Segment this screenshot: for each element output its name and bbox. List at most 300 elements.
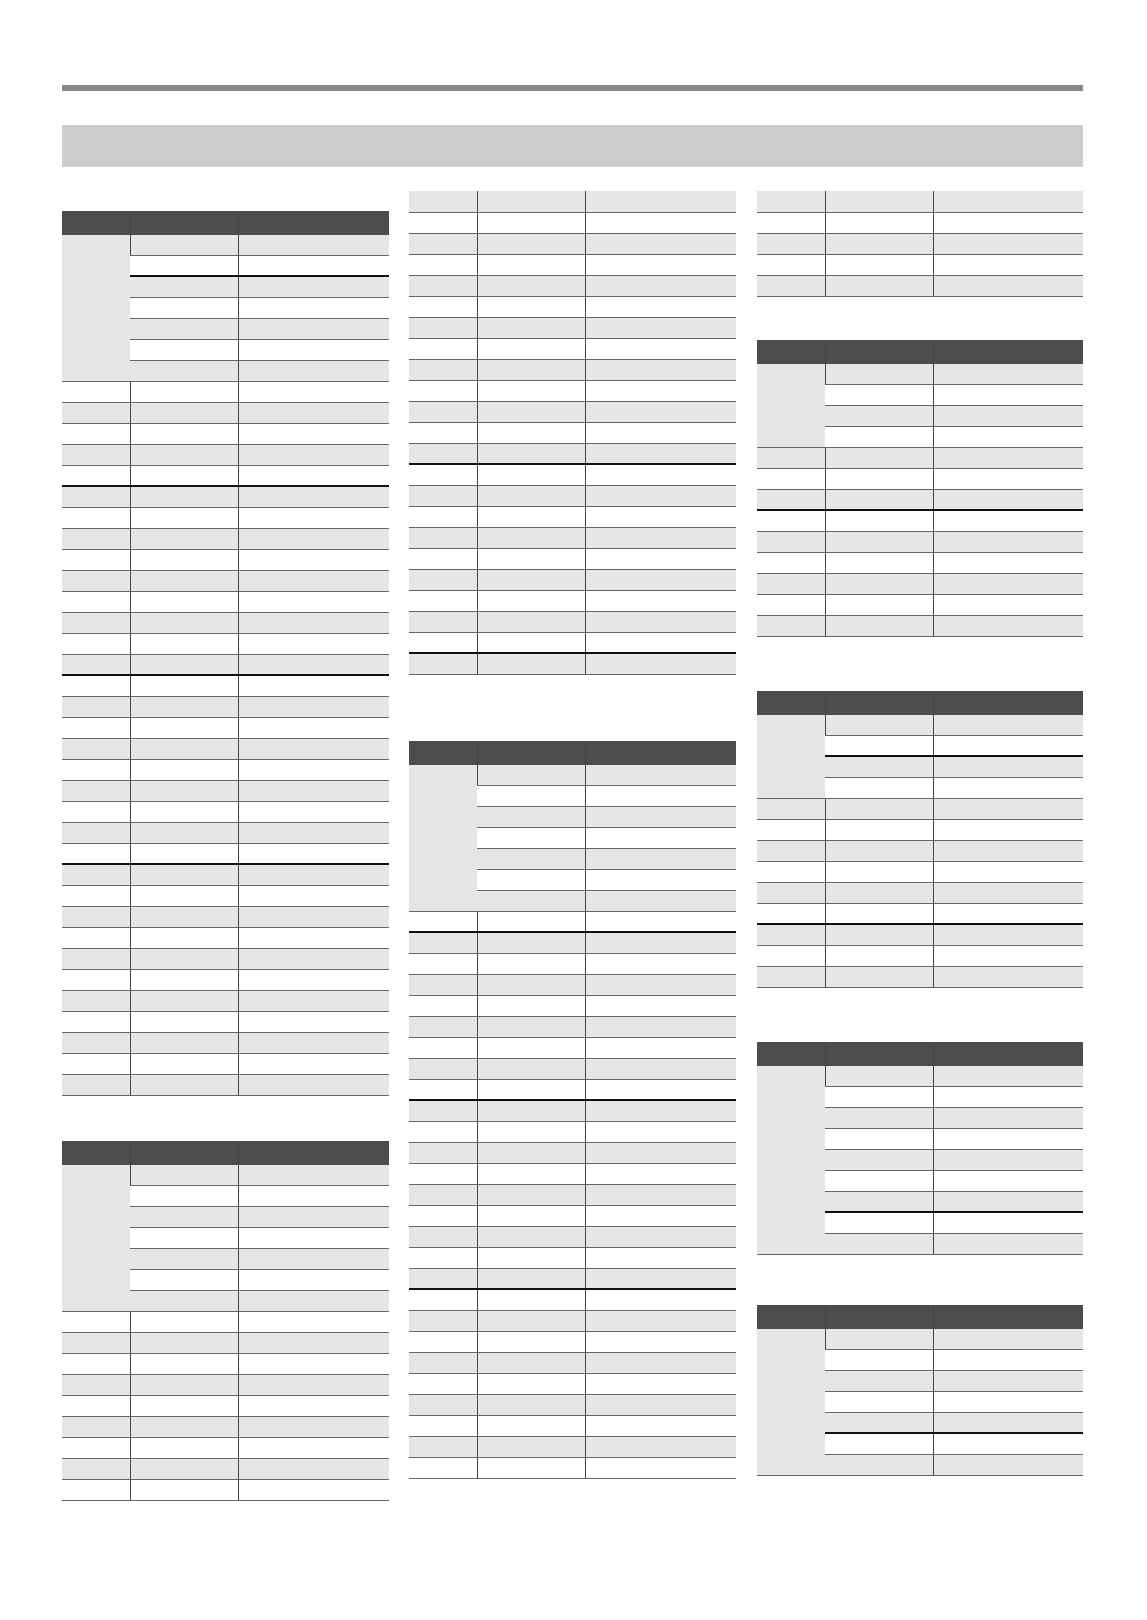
table-cell xyxy=(238,1437,389,1458)
table-cell xyxy=(477,1373,585,1394)
table-cell xyxy=(825,275,933,296)
table-cell xyxy=(62,1479,130,1500)
table-cell xyxy=(825,254,933,275)
table-cell xyxy=(62,1353,130,1374)
table-cell xyxy=(238,969,389,990)
table-cell xyxy=(825,531,933,552)
table-cell xyxy=(477,191,585,212)
table-cell xyxy=(585,1457,736,1478)
table-cell xyxy=(62,507,130,528)
table-cell xyxy=(238,339,389,360)
table-cell xyxy=(238,612,389,633)
table-cell xyxy=(477,590,585,611)
table-cell xyxy=(62,885,130,906)
table-cell xyxy=(825,615,933,636)
table-row xyxy=(757,861,1083,882)
table-row xyxy=(409,233,736,254)
table-row xyxy=(409,401,736,422)
table-cell xyxy=(933,798,1083,819)
table-cell xyxy=(477,527,585,548)
table-cell xyxy=(585,848,736,869)
table-row xyxy=(757,212,1083,233)
table-cell xyxy=(585,911,736,932)
table-cell xyxy=(825,735,933,756)
table-cell xyxy=(933,233,1083,254)
table-row xyxy=(409,1205,736,1226)
table-cell xyxy=(825,1370,933,1391)
table-cell xyxy=(409,338,477,359)
group-cell xyxy=(757,1065,825,1254)
table-cell xyxy=(130,1458,238,1479)
table-row xyxy=(62,843,389,864)
table-cell xyxy=(409,1037,477,1058)
table-cell xyxy=(933,903,1083,924)
table-cell xyxy=(825,1454,933,1475)
table-cell xyxy=(585,1037,736,1058)
table-cell xyxy=(477,974,585,995)
table-row xyxy=(62,696,389,717)
table-cell xyxy=(585,485,736,506)
table-cell xyxy=(130,696,238,717)
table-cell xyxy=(585,569,736,590)
header-cell xyxy=(825,1305,933,1328)
table-cell xyxy=(409,1079,477,1100)
table-cell xyxy=(130,717,238,738)
table-row xyxy=(62,738,389,759)
table-cell xyxy=(62,1332,130,1353)
table-cell xyxy=(825,1107,933,1128)
table-cell xyxy=(62,948,130,969)
table-cell xyxy=(62,927,130,948)
table-row xyxy=(757,966,1083,987)
table-cell xyxy=(130,654,238,675)
header-cell xyxy=(933,340,1083,363)
table-row xyxy=(409,764,736,785)
table-cell xyxy=(585,653,736,674)
table-row xyxy=(409,1037,736,1058)
table-cell xyxy=(825,233,933,254)
table-cell xyxy=(757,594,825,615)
table-cell xyxy=(585,1247,736,1268)
table-cell xyxy=(825,405,933,426)
table-row xyxy=(409,1079,736,1100)
table-cell xyxy=(933,1170,1083,1191)
table-cell xyxy=(409,1058,477,1079)
table-cell xyxy=(933,426,1083,447)
table-cell xyxy=(933,510,1083,531)
table-cell xyxy=(238,1374,389,1395)
left-table-1 xyxy=(62,211,389,1096)
table-cell xyxy=(933,1191,1083,1212)
table-cell xyxy=(409,1415,477,1436)
table-row xyxy=(757,489,1083,510)
table-row xyxy=(409,338,736,359)
table-cell xyxy=(933,735,1083,756)
table-row xyxy=(62,927,389,948)
table-cell xyxy=(130,318,238,339)
table-cell xyxy=(933,966,1083,987)
table-cell xyxy=(238,1032,389,1053)
table-cell xyxy=(757,819,825,840)
table-row xyxy=(409,932,736,953)
table-header-row xyxy=(757,1305,1083,1328)
table-cell xyxy=(238,1290,389,1311)
table-cell xyxy=(585,785,736,806)
table-cell xyxy=(409,359,477,380)
table-cell xyxy=(825,510,933,531)
table-cell xyxy=(238,1395,389,1416)
table-cell xyxy=(933,1128,1083,1149)
table-row xyxy=(62,591,389,612)
table-cell xyxy=(130,255,238,276)
table-cell xyxy=(62,423,130,444)
table-cell xyxy=(238,990,389,1011)
table-cell xyxy=(825,1391,933,1412)
table-row xyxy=(62,1395,389,1416)
table-row xyxy=(409,632,736,653)
table-row xyxy=(62,528,389,549)
table-cell xyxy=(62,1395,130,1416)
table-cell xyxy=(933,1065,1083,1086)
table-cell xyxy=(238,801,389,822)
table-cell xyxy=(409,1226,477,1247)
table-cell xyxy=(409,548,477,569)
table-cell xyxy=(62,444,130,465)
table-cell xyxy=(757,489,825,510)
table-cell xyxy=(409,611,477,632)
table-cell xyxy=(825,212,933,233)
table-cell xyxy=(933,191,1083,212)
table-cell xyxy=(238,570,389,591)
table-row xyxy=(62,570,389,591)
table-cell xyxy=(238,234,389,255)
table-cell xyxy=(585,890,736,911)
table-cell xyxy=(477,233,585,254)
header-cell xyxy=(477,741,585,764)
table-cell xyxy=(933,1454,1083,1475)
table-cell xyxy=(477,1079,585,1100)
table-cell xyxy=(585,827,736,848)
table-cell xyxy=(238,507,389,528)
table-row xyxy=(409,1415,736,1436)
table-header-row xyxy=(757,1042,1083,1065)
table-cell xyxy=(933,714,1083,735)
table-cell xyxy=(933,468,1083,489)
table-cell xyxy=(933,594,1083,615)
table-cell xyxy=(933,861,1083,882)
table-cell xyxy=(477,1058,585,1079)
table-row xyxy=(409,1016,736,1037)
table-cell xyxy=(238,381,389,402)
table-cell xyxy=(238,759,389,780)
table-row xyxy=(757,468,1083,489)
table-row xyxy=(409,506,736,527)
table-cell xyxy=(130,1311,238,1332)
table-cell xyxy=(825,594,933,615)
table-cell xyxy=(825,945,933,966)
table-row xyxy=(62,465,389,486)
table-row xyxy=(62,822,389,843)
table-cell xyxy=(238,948,389,969)
header-cell xyxy=(585,741,736,764)
table-cell xyxy=(409,590,477,611)
table-row xyxy=(757,840,1083,861)
table-header-row xyxy=(757,340,1083,363)
table-cell xyxy=(409,1310,477,1331)
table-cell xyxy=(477,1163,585,1184)
table-cell xyxy=(130,570,238,591)
table-cell xyxy=(238,465,389,486)
table-cell xyxy=(585,527,736,548)
table-cell xyxy=(933,819,1083,840)
table-cell xyxy=(238,780,389,801)
table-cell xyxy=(825,1433,933,1454)
table-cell xyxy=(585,1289,736,1310)
table-row xyxy=(409,485,736,506)
table-row xyxy=(409,1394,736,1415)
table-cell xyxy=(409,401,477,422)
table-row xyxy=(62,1353,389,1374)
table-cell xyxy=(409,569,477,590)
table-cell xyxy=(757,468,825,489)
table-cell xyxy=(477,1289,585,1310)
table-row xyxy=(757,798,1083,819)
table-cell xyxy=(62,759,130,780)
right-table-2 xyxy=(757,340,1083,637)
table-cell xyxy=(238,822,389,843)
table-row xyxy=(409,275,736,296)
table-cell xyxy=(409,974,477,995)
table-row xyxy=(62,948,389,969)
table-row xyxy=(62,1458,389,1479)
table-cell xyxy=(130,1227,238,1248)
table-cell xyxy=(757,882,825,903)
table-cell xyxy=(62,528,130,549)
table-cell xyxy=(130,591,238,612)
table-row xyxy=(62,1311,389,1332)
table-row xyxy=(62,549,389,570)
table-cell xyxy=(130,339,238,360)
table-cell xyxy=(585,995,736,1016)
table-cell xyxy=(585,611,736,632)
group-cell xyxy=(62,234,130,381)
table-cell xyxy=(825,924,933,945)
table-cell xyxy=(477,569,585,590)
table-cell xyxy=(585,443,736,464)
table-cell xyxy=(757,552,825,573)
table-cell xyxy=(62,738,130,759)
table-cell xyxy=(130,1353,238,1374)
table-cell xyxy=(130,1185,238,1206)
table-cell xyxy=(933,615,1083,636)
table-cell xyxy=(62,822,130,843)
table-cell xyxy=(585,1016,736,1037)
table-cell xyxy=(477,653,585,674)
table-cell xyxy=(62,1011,130,1032)
table-cell xyxy=(130,528,238,549)
table-cell xyxy=(477,1226,585,1247)
table-cell xyxy=(585,464,736,485)
header-cell xyxy=(62,211,130,234)
table-row xyxy=(409,443,736,464)
table-cell xyxy=(130,906,238,927)
table-cell xyxy=(409,464,477,485)
table-cell xyxy=(409,1121,477,1142)
table-cell xyxy=(130,633,238,654)
table-row xyxy=(409,1436,736,1457)
table-cell xyxy=(477,1100,585,1121)
table-cell xyxy=(757,573,825,594)
table-cell xyxy=(585,1058,736,1079)
table-cell xyxy=(130,927,238,948)
table-cell xyxy=(238,675,389,696)
table-cell xyxy=(477,611,585,632)
table-row xyxy=(757,882,1083,903)
table-cell xyxy=(933,840,1083,861)
table-cell xyxy=(933,945,1083,966)
table-cell xyxy=(62,717,130,738)
table-cell xyxy=(477,1331,585,1352)
table-cell xyxy=(933,1328,1083,1349)
table-cell xyxy=(585,1079,736,1100)
table-cell xyxy=(62,675,130,696)
table-cell xyxy=(477,848,585,869)
table-cell xyxy=(477,1436,585,1457)
table-cell xyxy=(585,380,736,401)
header-cell xyxy=(825,340,933,363)
table-cell xyxy=(825,777,933,798)
table-cell xyxy=(409,953,477,974)
table-cell xyxy=(585,1373,736,1394)
table-cell xyxy=(933,254,1083,275)
header-cell xyxy=(757,340,825,363)
table-cell xyxy=(238,1227,389,1248)
table-cell xyxy=(62,843,130,864)
table-row xyxy=(62,906,389,927)
table-cell xyxy=(130,780,238,801)
table-cell xyxy=(409,506,477,527)
table-cell xyxy=(585,974,736,995)
table-cell xyxy=(933,1107,1083,1128)
table-row xyxy=(62,423,389,444)
table-cell xyxy=(933,552,1083,573)
table-row xyxy=(409,995,736,1016)
table-cell xyxy=(477,1016,585,1037)
table-cell xyxy=(409,1436,477,1457)
table-cell xyxy=(409,254,477,275)
table-row xyxy=(409,953,736,974)
table-cell xyxy=(757,966,825,987)
table-cell xyxy=(757,861,825,882)
table-cell xyxy=(825,714,933,735)
table-cell xyxy=(409,1373,477,1394)
table-cell xyxy=(477,1415,585,1436)
table-cell xyxy=(477,443,585,464)
table-cell xyxy=(130,801,238,822)
middle-table-1 xyxy=(409,191,736,675)
table-cell xyxy=(933,1212,1083,1233)
table-cell xyxy=(757,798,825,819)
table-cell xyxy=(62,612,130,633)
table-row xyxy=(62,402,389,423)
table-cell xyxy=(130,402,238,423)
table-cell xyxy=(757,510,825,531)
group-cell xyxy=(757,1328,825,1475)
table-cell xyxy=(757,531,825,552)
table-cell xyxy=(477,827,585,848)
table-cell xyxy=(238,1269,389,1290)
header-cell xyxy=(238,211,389,234)
table-cell xyxy=(130,885,238,906)
table-row xyxy=(409,569,736,590)
table-cell xyxy=(933,1412,1083,1433)
table-cell xyxy=(130,360,238,381)
group-cell xyxy=(409,764,477,911)
group-cell xyxy=(62,1164,130,1311)
table-row xyxy=(62,381,389,402)
table-row xyxy=(757,819,1083,840)
table-cell xyxy=(825,861,933,882)
table-row xyxy=(62,1074,389,1095)
table-cell xyxy=(409,995,477,1016)
table-cell xyxy=(825,1233,933,1254)
table-cell xyxy=(933,1433,1083,1454)
table-cell xyxy=(62,1458,130,1479)
table-cell xyxy=(62,696,130,717)
header-cell xyxy=(130,211,238,234)
table-cell xyxy=(825,468,933,489)
table-cell xyxy=(130,843,238,864)
table-row xyxy=(757,573,1083,594)
table-cell xyxy=(477,632,585,653)
table-cell xyxy=(238,633,389,654)
table-row xyxy=(409,212,736,233)
table-cell xyxy=(585,359,736,380)
table-cell xyxy=(130,1074,238,1095)
table-cell xyxy=(477,1142,585,1163)
table-cell xyxy=(585,1142,736,1163)
table-row xyxy=(409,1457,736,1478)
table-cell xyxy=(62,633,130,654)
left-table-2 xyxy=(62,1141,389,1501)
table-row xyxy=(409,548,736,569)
table-row xyxy=(409,296,736,317)
table-row xyxy=(62,717,389,738)
table-cell xyxy=(238,717,389,738)
table-cell xyxy=(130,1332,238,1353)
table-cell xyxy=(409,1184,477,1205)
table-cell xyxy=(477,296,585,317)
table-cell xyxy=(825,1191,933,1212)
table-cell xyxy=(409,485,477,506)
table-cell xyxy=(130,1437,238,1458)
table-cell xyxy=(477,359,585,380)
table-cell xyxy=(238,654,389,675)
table-cell xyxy=(585,1436,736,1457)
table-cell xyxy=(130,276,238,297)
table-cell xyxy=(238,1206,389,1227)
table-cell xyxy=(825,1412,933,1433)
table-cell xyxy=(62,1437,130,1458)
table-cell xyxy=(825,819,933,840)
table-cell xyxy=(477,953,585,974)
table-cell xyxy=(825,489,933,510)
top-rule xyxy=(62,85,1083,91)
table-cell xyxy=(409,632,477,653)
table-cell xyxy=(130,444,238,465)
table-cell xyxy=(825,552,933,573)
table-cell xyxy=(825,573,933,594)
